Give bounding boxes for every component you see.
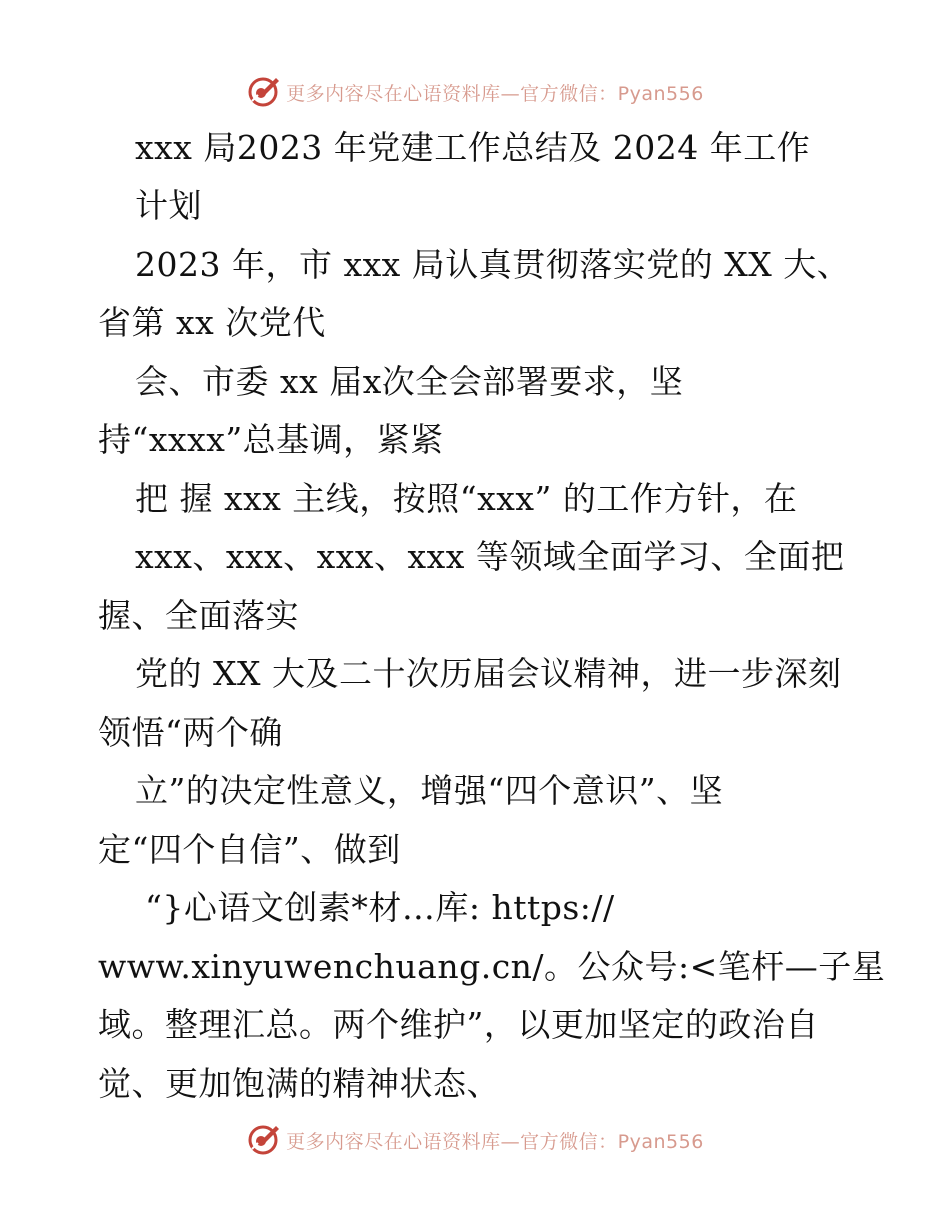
- banner-text: 更多内容尽在心语资料库—官方微信：: [286, 1130, 618, 1153]
- text-line: xxx 局2023 年党建工作总结及 2024 年工作: [135, 128, 811, 167]
- text-line: 域。整理汇总。两个维护”，以更加坚定的政治自: [98, 1005, 819, 1044]
- text-line: xxx、xxx、xxx、xxx 等领域全面学习、全面把: [135, 537, 845, 576]
- text-line: 2023 年，市 xxx 局认真贯彻落实党的 XX 大、: [135, 245, 851, 284]
- text-line: 把 握 xxx 主线，按照“xxx” 的工作方针，在: [135, 479, 798, 518]
- text-line: 计划: [135, 186, 202, 225]
- text-line: 党的 XX 大及二十次历届会议精神，进一步深刻: [135, 654, 842, 693]
- watermark-banner-top: [0, 72, 950, 112]
- text-line: “}心语文创素*材…库: https://: [145, 888, 615, 927]
- text-line: 觉、更加饱满的精神状态、: [98, 1064, 500, 1103]
- text-line: 持“xxxx”总基调，紧紧: [98, 420, 444, 459]
- banner-wechat-id: Pyan556: [617, 82, 704, 105]
- banner-wechat-id: Pyan556: [617, 1130, 704, 1153]
- text-line: www.xinyuwenchuang.cn/。公众号:<笔杆—子星: [98, 947, 886, 986]
- pen-logo-icon: [246, 1123, 280, 1157]
- pen-logo-icon: [246, 75, 280, 109]
- banner-text: 更多内容尽在心语资料库—官方微信：: [286, 82, 618, 105]
- text-line: 省第 xx 次党代: [98, 303, 326, 342]
- watermark-banner-bottom: [0, 1120, 950, 1160]
- text-line: 立”的决定性意义，增强“四个意识”、坚: [135, 771, 724, 810]
- text-line: 会、市委 xx 届x次全会部署要求，坚: [135, 362, 684, 401]
- text-line: 握、全面落实: [98, 596, 299, 635]
- text-line: 定“四个自信”、做到: [98, 830, 401, 869]
- text-line: 领悟“两个确: [98, 713, 283, 752]
